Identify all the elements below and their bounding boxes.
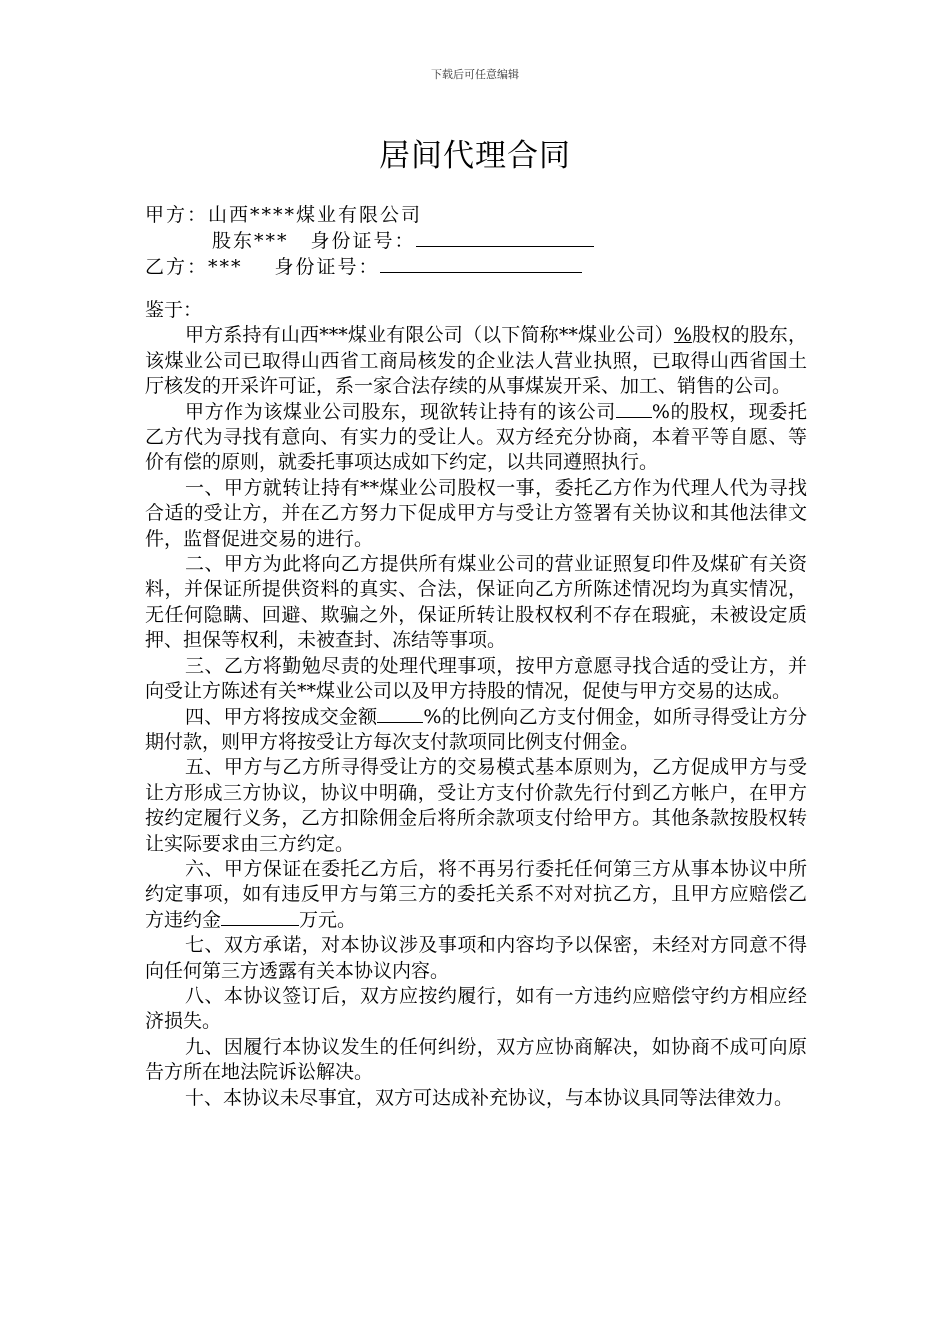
party-b-id-label: 身份证号：	[274, 256, 380, 278]
clause-6-blank	[221, 925, 299, 926]
clause-3: 三、乙方将勤勉尽责的处理代理事项，按甲方意愿寻找合适的受让方，并向受让方陈述有关**煤业公司以及甲方持股的情况，促使与甲方交易的达成。	[145, 654, 807, 703]
party-a-label: 甲方：山西****煤业有限公司	[145, 204, 423, 226]
recital-2-text-b: 的股权，现委托乙方代为寻找有意向、有实力的受让人。双方经充分协商，本着平等自愿、等价有偿的原则，就委托事项达成如下约定，以共同遵照执行。	[145, 400, 807, 474]
header-note: 下载后可任意编辑	[431, 68, 519, 81]
recital-paragraph-1	[145, 323, 807, 399]
clause-6-text-a: 六、甲方保证在委托乙方后，将不再另行委托任何第三方从事本协议中所约定事项，如有违反甲方与第三方的委托关系不对对抗乙方，且甲方应赔偿乙方违约金	[145, 857, 807, 931]
party-b-line	[145, 252, 582, 279]
contract-body	[145, 298, 807, 1111]
clause-8: 八、本协议签订后，双方应按约履行，如有一方违约应赔偿守约方相应经济损失。	[145, 984, 807, 1033]
clause-9: 九、因履行本协议发生的任何纠纷，双方应协商解决，如协商不成可向原告方所在地法院诉讼解决。	[145, 1035, 807, 1084]
clause-10: 十、本协议未尽事宜，双方可达成补充协议，与本协议具同等法律效力。	[185, 1086, 794, 1109]
whereas-label: 鉴于：	[145, 299, 203, 321]
party-a-shareholder: 股东***	[212, 230, 289, 252]
recital-paragraph-2	[145, 400, 807, 476]
clause-7: 七、双方承诺，对本协议涉及事项和内容均予以保密，未经对方同意不得向任何第三方透露有关本协议内容。	[145, 934, 807, 982]
clause-2: 二、甲方为此将向乙方提供所有煤业公司的营业证照复印件及煤矿有关资料，并保证所提供资料的真实、合法，保证向乙方所陈述情况均为真实情况，无任何隐瞒、回避、欺骗之外，保证所转让股权权利不存在瑕疵，未被设定质押、担保等权利，未被查封、冻结等事项。	[145, 553, 807, 652]
clause-1: 一、甲方就转让持有**煤业公司股权一事，委托乙方作为代理人代为寻找合适的受让方，并在乙方努力下促成甲方与受让方签署有关协议和其他法律文件，监督促进交易的进行。	[145, 476, 807, 550]
clause-4-percent: %	[423, 705, 442, 728]
recital-2-percent: %	[651, 400, 670, 423]
recital-2-text-a: 甲方作为该煤业公司股东，现欲转让持有的该公司	[185, 400, 616, 423]
clause-6-text-b: 万元。	[299, 908, 357, 931]
clause-5: 五、甲方与乙方所寻得受让方的交易模式基本原则为，乙方促成甲方与受让方形成三方协议，协议中明确，受让方支付价款先行付到乙方帐户，在甲方按约定履行义务，乙方扣除佣金后将所余款项支付给甲方。其他条款按股权转让实际要求由三方约定。	[145, 756, 807, 855]
recital-1-percent: %	[673, 324, 692, 347]
recital-1-rest: 股权的股东，该煤业公司已取得山西省工商局核发的企业法人营业执照，已取得山西省国土厅核发的开采许可证，系一家合法存续的从事煤炭开采、加工、销售的公司。	[145, 324, 807, 398]
party-b-id-blank	[380, 254, 582, 273]
party-b-label: 乙方：***	[145, 256, 243, 278]
recital-2-blank	[616, 417, 652, 418]
clause-6	[145, 857, 807, 933]
party-a-id-label: 身份证号：	[310, 230, 416, 252]
party-a-id-blank	[416, 228, 594, 247]
clause-4	[145, 705, 807, 756]
clause-4-blank	[377, 722, 423, 723]
recital-1-text: 甲方系持有山西***煤业有限公司（以下简称**煤业公司）	[185, 324, 674, 347]
document-title: 居间代理合同	[379, 138, 571, 174]
clause-4-text-b: 的比例向乙方支付佣金，如所寻得受让方分期付款，则甲方将按受让方每次支付款项同比例支付佣金。	[145, 705, 807, 753]
party-a-line	[145, 200, 422, 227]
clause-4-text-a: 四、甲方将按成交金额	[185, 705, 378, 728]
party-a-shareholder-line	[212, 226, 594, 253]
